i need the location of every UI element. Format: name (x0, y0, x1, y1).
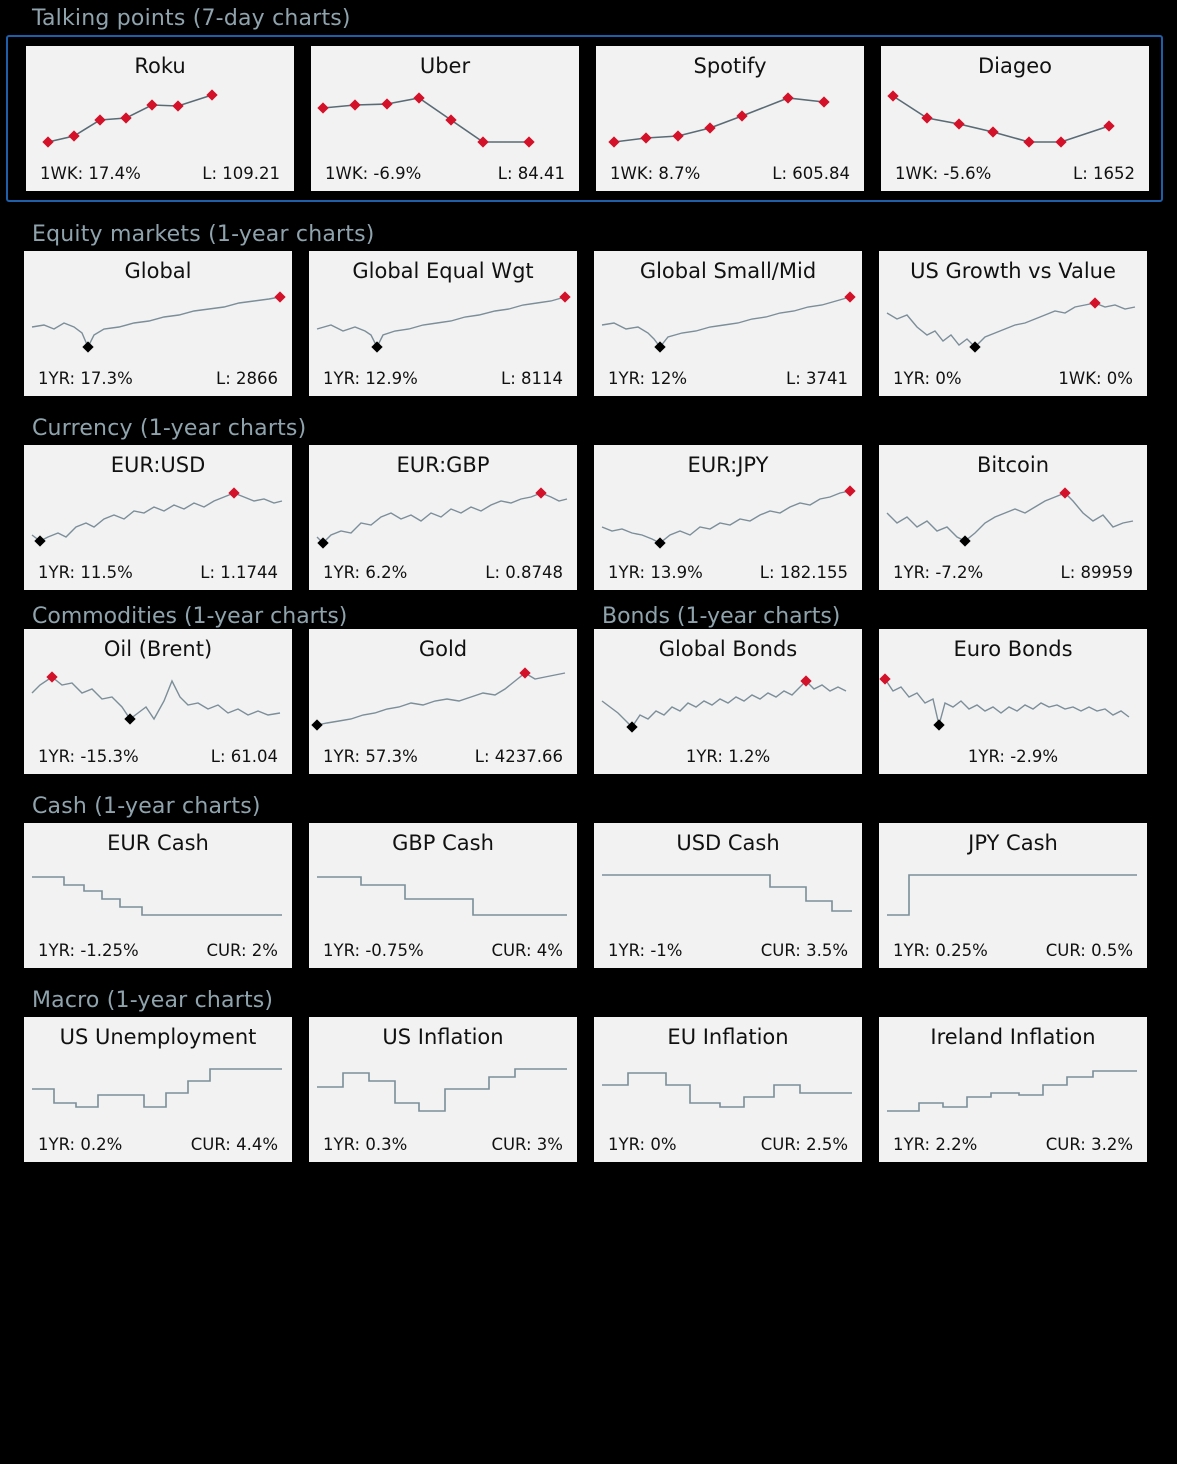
section-title-equity-markets: Equity markets (1-year charts) (32, 222, 375, 247)
card-euro-bonds[interactable] (879, 629, 1147, 774)
card-last: L: 109.21 (202, 164, 280, 183)
card-footer (24, 1129, 292, 1162)
card-eur-gbp[interactable] (309, 445, 577, 590)
card-title: EUR:JPY (687, 453, 769, 477)
sparkline-chart (24, 285, 292, 363)
talking-points-highlight-box (6, 35, 1163, 202)
card-last: L: 2866 (216, 369, 278, 388)
card-footer (24, 557, 292, 590)
sparkline-chart (309, 663, 577, 741)
section-title-talking-points: Talking points (7-day charts) (32, 6, 351, 31)
card-last: L: 89959 (1060, 563, 1133, 582)
card-footer (594, 557, 862, 590)
sparkline-chart (596, 80, 864, 158)
card-change: 1WK: -6.9% (325, 164, 422, 183)
card-change: 1YR: -2.9% (967, 747, 1059, 766)
card-change: 1YR: 12.9% (323, 369, 418, 388)
card-title: Uber (419, 54, 471, 78)
section-heads-commodities-bonds (0, 604, 1177, 629)
card-us-growth-vs-value[interactable] (879, 251, 1147, 396)
card-title: Gold (418, 637, 468, 661)
card-bitcoin[interactable] (879, 445, 1147, 590)
step-chart (879, 857, 1147, 935)
card-footer (309, 741, 577, 774)
section-cash (0, 788, 1177, 968)
card-current: CUR: 3.2% (1045, 1135, 1133, 1154)
section-talking-points (0, 0, 1177, 202)
card-row-cash (0, 823, 1177, 968)
card-footer (879, 363, 1147, 396)
card-footer (24, 363, 292, 396)
card-change: 1YR: -7.2% (893, 563, 984, 582)
section-title-bonds: Bonds (1-year charts) (602, 604, 841, 629)
card-eur-jpy[interactable] (594, 445, 862, 590)
card-footer (309, 1129, 577, 1162)
card-last: L: 0.8748 (485, 563, 563, 582)
sparkline-chart (26, 80, 294, 158)
card-change: 1YR: 12% (608, 369, 688, 388)
card-change: 1YR: -1.25% (38, 941, 139, 960)
card-global-small-mid[interactable] (594, 251, 862, 396)
card-global[interactable] (24, 251, 292, 396)
card-last: L: 4237.66 (474, 747, 563, 766)
card-last: 1WK: 0% (1058, 369, 1133, 388)
section-title-macro: Macro (1-year charts) (32, 988, 274, 1013)
section-commodities-bonds (0, 604, 1177, 774)
card-change: 1YR: 0.2% (38, 1135, 123, 1154)
card-us-unemployment[interactable] (24, 1017, 292, 1162)
card-title: Oil (Brent) (103, 637, 213, 661)
section-title-currency: Currency (1-year charts) (32, 416, 307, 441)
step-chart (24, 857, 292, 935)
sparkline-chart (24, 479, 292, 557)
card-change: 1WK: 17.4% (40, 164, 141, 183)
card-uber[interactable] (311, 46, 579, 191)
card-row-commodities-bonds (0, 629, 1177, 774)
card-title: Global Equal Wgt (352, 259, 534, 283)
card-footer (309, 363, 577, 396)
card-spotify[interactable] (596, 46, 864, 191)
card-last: L: 1652 (1073, 164, 1135, 183)
card-current: CUR: 3.5% (760, 941, 848, 960)
card-change: 1YR: 0.25% (893, 941, 988, 960)
section-currency (0, 410, 1177, 590)
sparkline-chart (879, 663, 1147, 741)
card-diageo[interactable] (881, 46, 1149, 191)
card-change: 1YR: 11.5% (38, 563, 133, 582)
card-footer (879, 741, 1147, 774)
card-title: USD Cash (676, 831, 780, 855)
card-current: CUR: 4% (491, 941, 563, 960)
card-footer (26, 158, 294, 191)
card-footer (309, 557, 577, 590)
card-title: US Growth vs Value (910, 259, 1116, 283)
step-chart (594, 1051, 862, 1129)
card-title: Diageo (978, 54, 1052, 78)
card-title: EUR:USD (110, 453, 206, 477)
card-global-equal-wgt[interactable] (309, 251, 577, 396)
sparkline-chart (594, 479, 862, 557)
card-last: L: 605.84 (772, 164, 850, 183)
card-title: Global Bonds (658, 637, 798, 661)
card-change: 1WK: 8.7% (610, 164, 701, 183)
card-last: L: 8114 (501, 369, 563, 388)
card-row-macro (0, 1017, 1177, 1162)
card-eur-usd[interactable] (24, 445, 292, 590)
card-last: L: 61.04 (210, 747, 278, 766)
card-footer (311, 158, 579, 191)
card-footer (596, 158, 864, 191)
sparkline-chart (879, 479, 1147, 557)
sparkline-chart (311, 80, 579, 158)
card-change: 1YR: 2.2% (893, 1135, 978, 1154)
card-title: Ireland Inflation (930, 1025, 1096, 1049)
card-change: 1YR: 6.2% (323, 563, 408, 582)
section-title-commodities: Commodities (1-year charts) (32, 604, 348, 629)
card-change: 1YR: -0.75% (323, 941, 424, 960)
card-jpy-cash[interactable] (879, 823, 1147, 968)
card-row-currency (0, 445, 1177, 590)
card-title: Euro Bonds (953, 637, 1073, 661)
sparkline-chart (879, 285, 1147, 363)
card-last: L: 84.41 (497, 164, 565, 183)
card-last: L: 3741 (786, 369, 848, 388)
card-change: 1YR: 0% (608, 1135, 677, 1154)
card-change: 1YR: 0% (893, 369, 962, 388)
card-footer (879, 935, 1147, 968)
card-eu-inflation[interactable] (594, 1017, 862, 1162)
card-title: Roku (134, 54, 186, 78)
card-title: JPY Cash (968, 831, 1058, 855)
card-current: CUR: 4.4% (190, 1135, 278, 1154)
card-title: US Unemployment (59, 1025, 257, 1049)
card-roku[interactable] (26, 46, 294, 191)
card-title: EU Inflation (667, 1025, 789, 1049)
card-footer (594, 741, 862, 774)
step-chart (309, 1051, 577, 1129)
card-row-equity-markets (0, 251, 1177, 396)
card-footer (879, 557, 1147, 590)
card-footer (881, 158, 1149, 191)
step-chart (879, 1051, 1147, 1129)
sparkline-chart (594, 663, 862, 741)
card-change: 1WK: -5.6% (895, 164, 992, 183)
card-title: Spotify (693, 54, 767, 78)
card-footer (594, 363, 862, 396)
card-current: CUR: 3% (491, 1135, 563, 1154)
section-equity-markets (0, 216, 1177, 396)
step-chart (309, 857, 577, 935)
card-current: CUR: 2% (206, 941, 278, 960)
card-title: Global (124, 259, 192, 283)
step-chart (24, 1051, 292, 1129)
card-footer (594, 1129, 862, 1162)
card-footer (309, 935, 577, 968)
step-chart (594, 857, 862, 935)
card-change: 1YR: 13.9% (608, 563, 703, 582)
card-change: 1YR: 1.2% (685, 747, 771, 766)
card-us-inflation[interactable] (309, 1017, 577, 1162)
card-usd-cash[interactable] (594, 823, 862, 968)
card-title: Bitcoin (976, 453, 1049, 477)
card-footer (24, 935, 292, 968)
card-title: US Inflation (382, 1025, 504, 1049)
sparkline-chart (309, 479, 577, 557)
card-gold[interactable] (309, 629, 577, 774)
card-ireland-inflation[interactable] (879, 1017, 1147, 1162)
card-title: Global Small/Mid (639, 259, 817, 283)
card-change: 1YR: -1% (608, 941, 683, 960)
card-footer (594, 935, 862, 968)
card-title: EUR:GBP (396, 453, 490, 477)
card-change: 1YR: 17.3% (38, 369, 133, 388)
section-macro (0, 982, 1177, 1162)
card-row-talking-points (8, 46, 1161, 191)
card-change: 1YR: -15.3% (38, 747, 139, 766)
card-eur-cash[interactable] (24, 823, 292, 968)
card-change: 1YR: 57.3% (323, 747, 418, 766)
card-current: CUR: 0.5% (1045, 941, 1133, 960)
card-global-bonds[interactable] (594, 629, 862, 774)
sparkline-chart (309, 285, 577, 363)
card-title: EUR Cash (107, 831, 209, 855)
card-change: 1YR: 0.3% (323, 1135, 408, 1154)
sparkline-chart (881, 80, 1149, 158)
section-title-cash: Cash (1-year charts) (32, 794, 261, 819)
card-title: GBP Cash (392, 831, 494, 855)
sparkline-chart (24, 663, 292, 741)
card-footer (879, 1129, 1147, 1162)
card-footer (24, 741, 292, 774)
card-last: L: 1.1744 (200, 563, 278, 582)
card-last: L: 182.155 (759, 563, 848, 582)
card-oil-brent[interactable] (24, 629, 292, 774)
sparkline-chart (594, 285, 862, 363)
card-gbp-cash[interactable] (309, 823, 577, 968)
card-current: CUR: 2.5% (760, 1135, 848, 1154)
